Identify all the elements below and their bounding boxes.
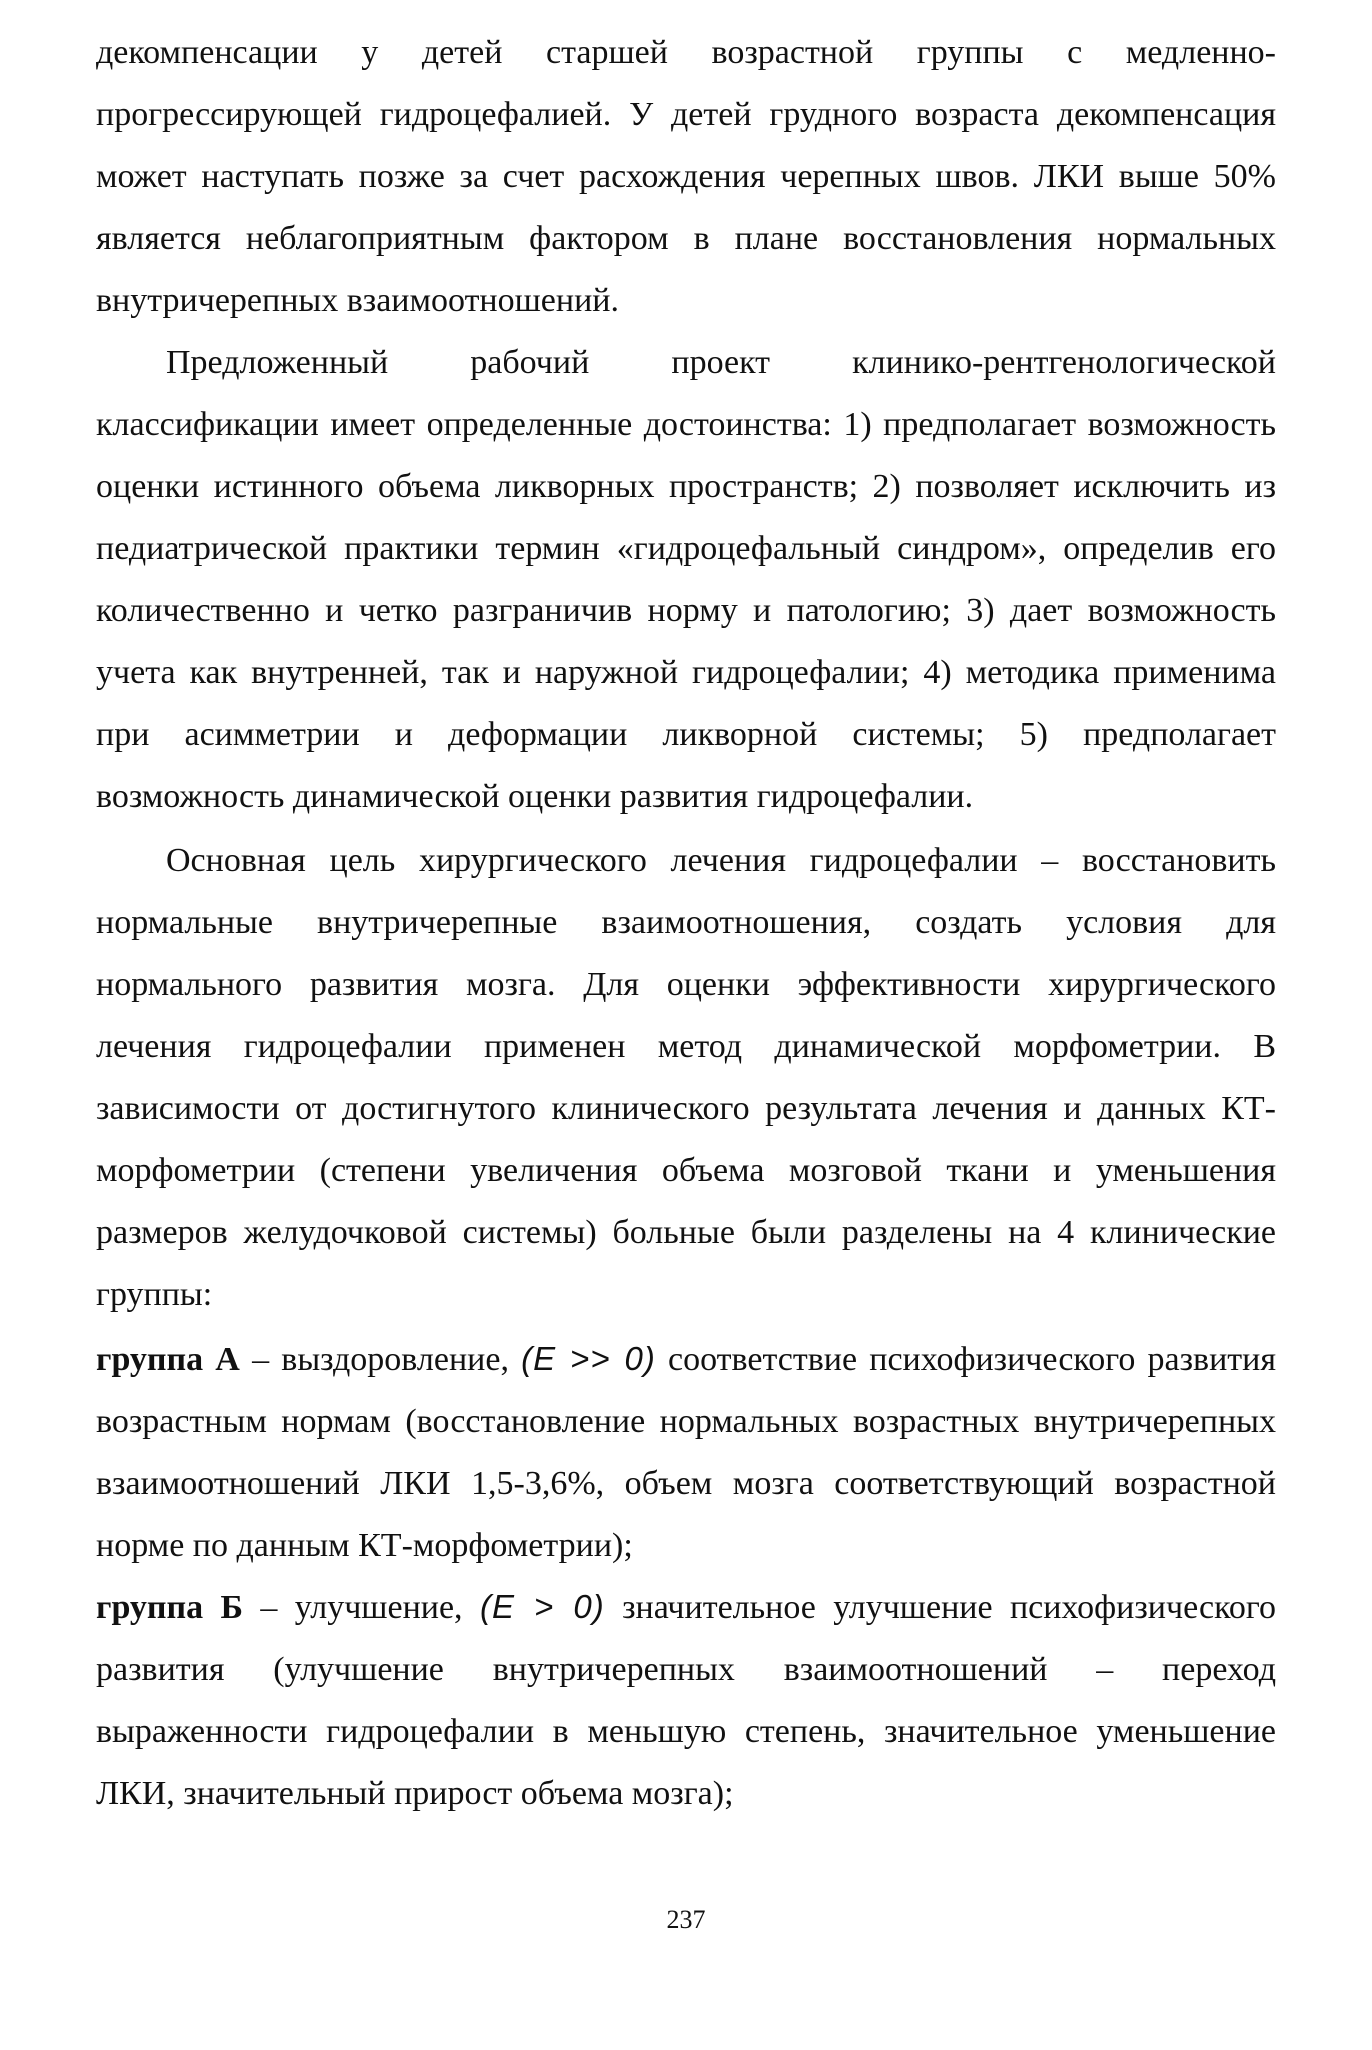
group-b-item (96, 1576, 1276, 1825)
group-b-text: значительное улучшение психофизического развития (улучшение внутричерепных взаимоотношений – переход выраженности гидроцефалии в меньшую степень, значительное уменьшение ЛКИ, значительный прирост объема мозга); (96, 1589, 1277, 1812)
group-a-label: группа А (96, 1341, 240, 1378)
paragraph-surgical-treatment: Основная цель хирургического лечения гидроцефалии – восстановить нормальные внутричерепные взаимоотношения, создать условия для нормального развития мозга. Для оценки эффективности хирургического лечения гидроцефалии применен метод динамической морфометрии. В зависимости от достигнутого клинического результата лечения и данных КТ-морфометрии (степени увеличения объема мозговой ткани и уменьшения размеров желудочковой системы) больные были разделены на 4 клинические группы: (96, 842, 1276, 1313)
group-b-dash: – улучшение, (242, 1589, 480, 1626)
group-b-label: группа Б (96, 1589, 243, 1626)
group-a-dash: – выздоровление, (239, 1341, 522, 1378)
group-a-item (96, 1328, 1276, 1577)
group-a-formula: (E >> 0) (521, 1340, 656, 1377)
page-number: 237 (666, 1905, 706, 1934)
group-a-text: соответствие психофизического развития возрастным нормам (восстановление нормальных возрастных внутричерепных взаимоотношений ЛКИ 1,5-3,6%, объем мозга соответствующий возрастной норме по данным КТ-морфометрии); (96, 1341, 1276, 1564)
group-b-formula: (E > 0) (479, 1588, 605, 1625)
paragraph-decompensation: декомпенсации у детей старшей возрастной группы с медленно-прогрессирующей гидроцефалией. У детей грудного возраста декомпенсация может наступать позже за счет расхождения черепных швов. ЛКИ выше 50% является неблагоприятным фактором в плане восстановления нормальных внутричерепных взаимоотношений. (96, 34, 1276, 319)
paragraph-classification: Предложенный рабочий проект клинико-рентгенологической классификации имеет определенные достоинства: 1) предполагает возможность оценки истинного объема ликворных пространств; 2) позволяет исключить из педиатрической практики термин «гидроцефальный синдром», определив его количественно и четко разграничив норму и патологию; 3) дает возможность учета как внутренней, так и наружной гидроцефалии; 4) методика применима при асимметрии и деформации ликворной системы; 5) предполагает возможность динамической оценки развития гидроцефалии. (96, 344, 1276, 815)
